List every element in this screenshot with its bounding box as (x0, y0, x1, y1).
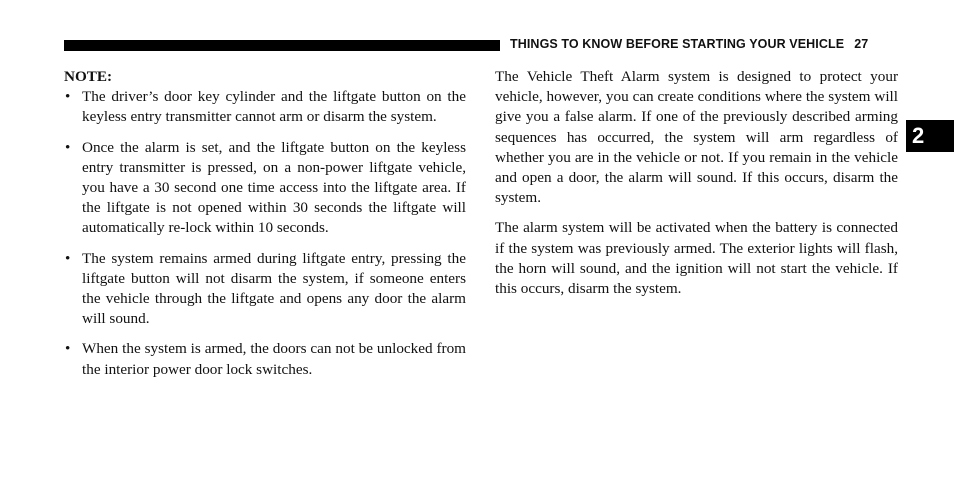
page-number: 27 (854, 37, 869, 51)
body-paragraph: The alarm system will be activated when the battery is connected if the system was previously armed. The exterior lights will flash, the horn will sound, and the ignition will not start the vehicle. If this occurs, disarm the system. (495, 219, 898, 298)
header-rule (64, 40, 500, 51)
chapter-tab: 2 (906, 120, 954, 152)
bullet-item: • The system remains armed during liftgate entry, pressing the liftgate button will not disarm the system, if someone enters the vehicle through the liftgate and opens any door the alarm will sound. (64, 249, 466, 330)
section-title: THINGS TO KNOW BEFORE STARTING YOUR VEHICLE (510, 37, 845, 51)
note-label: NOTE: (64, 68, 113, 85)
running-header (510, 37, 868, 51)
bullet-item: • Once the alarm is set, and the liftgate button on the keyless entry transmitter is pressed, on a non-power liftgate vehicle, you have a 30 second one time access into the liftgate area. If the liftgate is not opened within 30 seconds the liftgate will automatically re-lock within 10 seconds. (64, 138, 466, 239)
body-paragraph: The Vehicle Theft Alarm system is designed to protect your vehicle, however, you can create conditions where the system will give you a false alarm. If one of the previously described arming sequences has occurred, the system will arm regardless of whether you are in the vehicle or not. If you remain in the vehicle and open a door, the alarm will sound. If this occurs, disarm the system. (495, 68, 898, 207)
bullet-item: • When the system is armed, the doors can not be unlocked from the interior power door lock switches. (64, 339, 466, 379)
right-column (495, 67, 898, 309)
left-column (64, 67, 466, 390)
bullet-item: • The driver’s door key cylinder and the liftgate button on the keyless entry transmitter cannot arm or disarm the system. (64, 87, 466, 127)
note-bullet-list (64, 87, 466, 380)
